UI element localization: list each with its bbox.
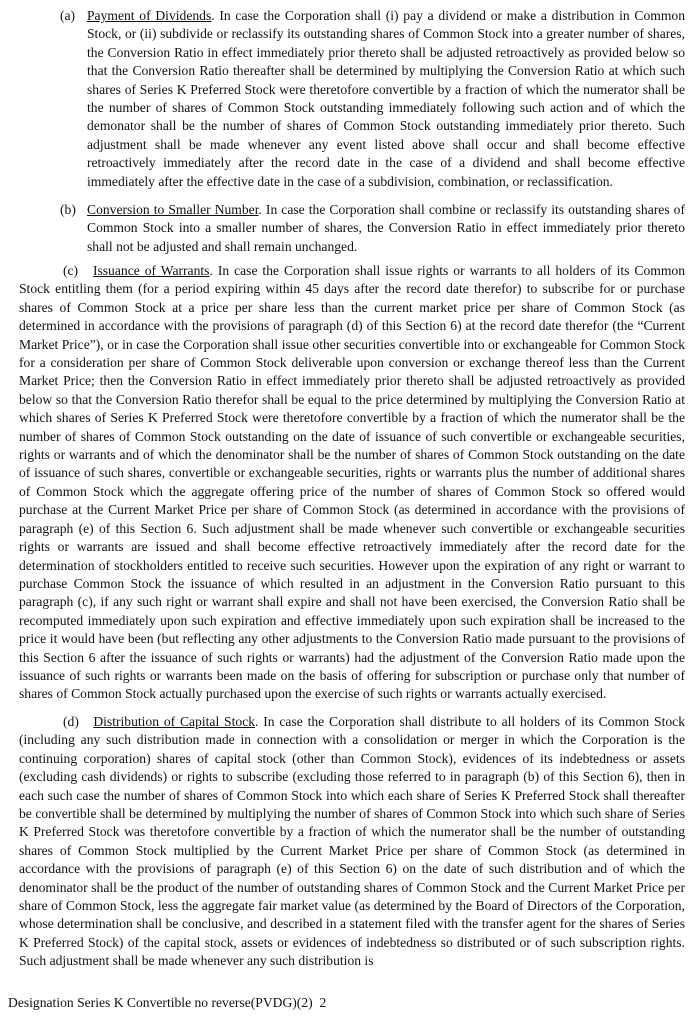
- footer-page-number: 2: [319, 995, 327, 1010]
- footer-label: Designation Series K Convertible no reverse(PVDG)(2): [8, 995, 313, 1010]
- paragraph-issuance-of-warrants: [19, 262, 685, 704]
- paragraph-heading: Conversion to Smaller Number: [87, 202, 259, 217]
- paragraph-distribution-of-capital-stock: [19, 713, 685, 971]
- paragraph-text: . In case the Corporation shall distribute to all holders of its Common Stock (including any such distribution made in connection with a consolidation or merger in which the Corporation is the continuing corporation) shares of capital stock (other than Common Stock), evidences of its indebtedness or assets (excluding cash dividends) or rights to subscribe (excluding those referred to in paragraph (b) of this Section 6), then in each such case the number of shares of Common Stock into which each share of Series K Preferred Stock shall thereafter be convertible shall be determined by multiplying the number of shares of Common Stock into which such share of Series K Preferred Stock was theretofore convertible by a fraction of which the numerator shall be the number of outstanding shares of Common Stock multiplied by the Current Market Price per share of Common Stock (as determined in accordance with the provisions of paragraph (e) of this Section 6) on the date of such distribution and of which the denominator shall be the product of the number of outstanding shares of Common Stock and the Current Market Price per share of Common Stock, less the aggregate fair market value (as determined by the Board of Directors of the Corporation, whose determination shall be conclusive, and described in a statement filed with the transfer agent for the shares of Series K Preferred Stock) of the capital stock, assets or evidences of indebtedness so distributed or of such subscription rights. Such adjustment shall be made whenever any such distribution is: [19, 714, 686, 969]
- paragraph-payment-of-dividends: [60, 7, 685, 191]
- page-footer: [8, 994, 326, 1012]
- paragraph-marker: (c): [63, 263, 79, 278]
- paragraph-marker: (b): [60, 202, 76, 217]
- paragraph-text: . In case the Corporation shall issue rights or warrants to all holders of its Common Stock entitling them (for a period expiring within 45 days after the record date therefor) to subscribe for or purchase shares of Common Stock at a price per share less than the current market price per share of Common Stock (as determined in accordance with the provisions of paragraph (d) of this Section 6) at the record date therefor (the “Current Market Price”), or in case the Corporation shall issue other securities convertible into or exchangeable for Common Stock for a consideration per share of Common Stock deliverable upon conversion or exchange thereof less than the Current Market Price; then the Conversion Ratio in effect immediately prior thereto shall be adjusted retroactively as provided below so that the Conversion Ratio therefor shall be equal to the price determined by multiplying the Conversion Ratio at which shares of Series K Preferred Stock were theretofore convertible by a fraction of which the numerator shall be the number of shares of Common Stock outstanding on the date of issuance of such convertible or exchangeable securities, rights or warrants and of which the denominator shall be the number of shares of Common Stock outstanding on the date of issuance of such shares, convertible or exchangeable securities, rights or warrants plus the number of additional shares of Common Stock which the aggregate offering price of the number of shares of Common Stock so offered would purchase at the Current Market Price per share of Common Stock (as determined in accordance with the provisions of paragraph (e) of this Section 6. Such adjustment shall be made whenever such convertible or exchangeable securities rights or warrants are issued and shall become effective retroactively immediately after the record date for the determination of stockholders entitled to receive such securities. However upon the expiration of any right or warrant to purchase Common Stock the issuance of which resulted in an adjustment in the Conversion Ratio pursuant to this paragraph (c), if any such right or warrant shall expire and shall not have been exercised, the Conversion Ratio shall be recomputed immediately upon such expiration and effective immediately upon such expiration shall be increased to the price it would have been (but reflecting any other adjustments to the Conversion Ratio made pursuant to the provisions of this Section 6 after the issuance of such rights or warrants) had the adjustment of the Conversion Ratio made upon the issuance of such rights or warrants been made on the basis of offering for subscription or purchase only that number of shares of Common Stock actually purchased upon the exercise of such rights or warrants actually exercised.: [19, 263, 686, 702]
- paragraph-heading: Payment of Dividends: [87, 8, 212, 23]
- paragraph-marker: (d): [63, 714, 79, 729]
- paragraph-text: . In case the Corporation shall combine or reclassify its outstanding shares of Common Stock into a smaller number of shares, the Conversion Ratio in effect immediately prior thereto shall not be adjusted and shall remain unchanged.: [87, 202, 685, 254]
- paragraph-heading: Distribution of Capital Stock: [93, 714, 256, 729]
- paragraph-conversion-to-smaller-number: [60, 201, 685, 256]
- paragraph-text: . In case the Corporation shall (i) pay a dividend or make a distribution in Common Stock, or (ii) subdivide or reclassify its outstanding shares of Common Stock into a greater number of shares, the Conversion Ratio in effect immediately prior thereto shall be adjusted retroactively as provided below so that the Conversion Ratio thereafter shall be determined by multiplying the Conversion Ratio at which such shares of Series K Preferred Stock were theretofore convertible by a fraction of which the numerator shall be the number of shares of Common Stock outstanding immediately following such action and of which the demonator shall be the number of shares of Common Stock outstanding immediately prior thereto. Such adjustment shall be made whenever any event listed above shall occur and shall become effective retroactively immediately after the record date in the case of a dividend and shall become effective immediately after the effective date in the case of a subdivision, combination, or reclassification.: [87, 8, 685, 189]
- paragraph-heading: Issuance of Warrants: [92, 263, 210, 278]
- paragraph-marker: (a): [60, 8, 76, 23]
